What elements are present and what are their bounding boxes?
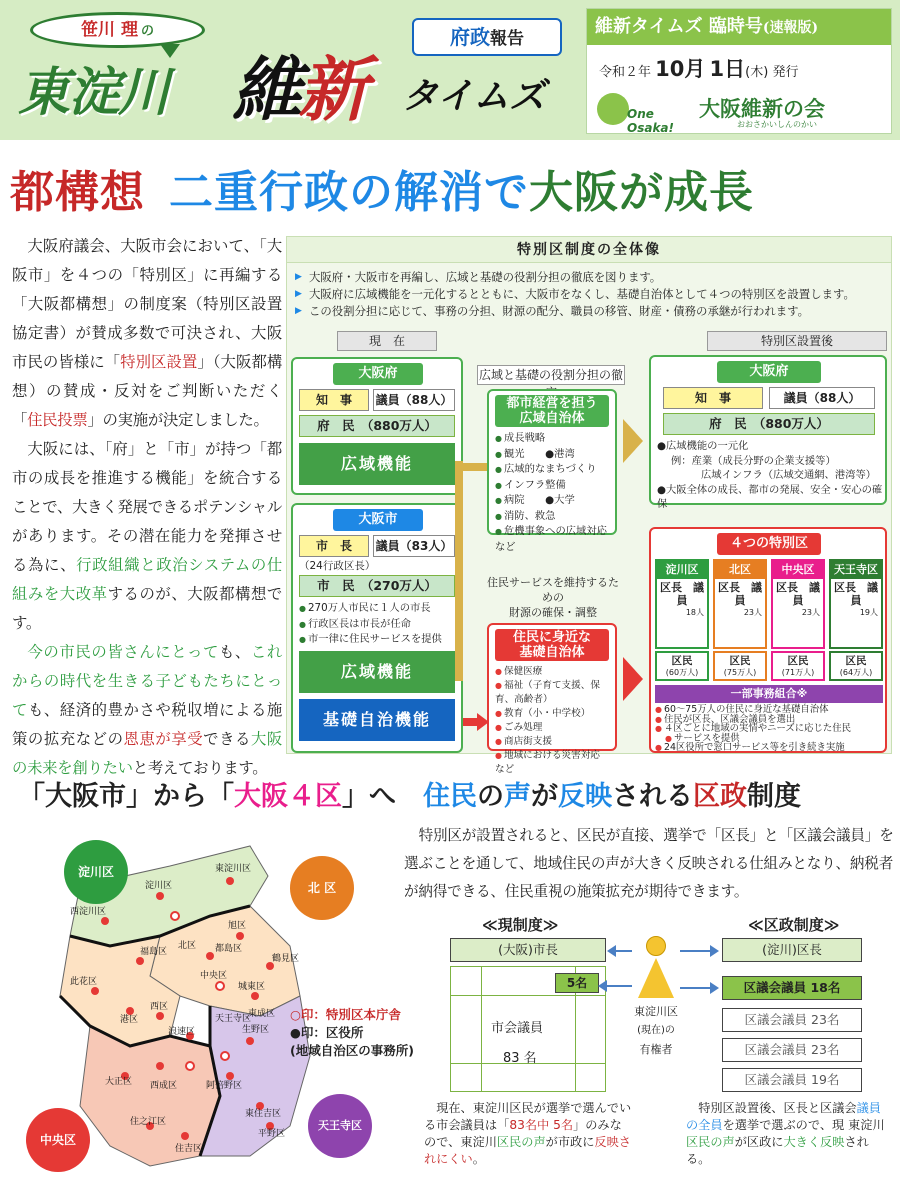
- ward-label: 生野区: [242, 1025, 270, 1035]
- ward-label: 西淀川区: [70, 907, 107, 917]
- heading-run: の: [477, 781, 504, 812]
- heading-run: される: [612, 781, 693, 812]
- tab-current: 現 在: [337, 331, 437, 351]
- ward-label: 西成区: [150, 1081, 178, 1091]
- text-run: と考えております。: [132, 759, 268, 777]
- council-label: 市会議員: [491, 1021, 544, 1036]
- ward-label: 都島区: [215, 944, 243, 954]
- ward-residents-chuo: [771, 651, 825, 681]
- city-head: 大阪市: [333, 509, 423, 531]
- ward-office-dot: [136, 957, 144, 965]
- intro-paragraph-2: [12, 435, 282, 638]
- one-osaka-logo: [597, 93, 695, 135]
- intro-text: [12, 232, 282, 783]
- voter-label-line: 有権者: [639, 1043, 673, 1056]
- author-name: 笹川 理: [81, 20, 138, 40]
- heading-run: 大阪４区: [234, 781, 342, 812]
- ward-residents-label: 区民: [845, 655, 867, 667]
- ward-office-dot: [126, 1007, 134, 1015]
- ward-label: 港区: [120, 1015, 139, 1025]
- wide-items: [495, 431, 618, 555]
- connector-head: [710, 982, 719, 994]
- ward-chuo: [771, 559, 825, 649]
- wide-item: ● 観光 ●港湾: [495, 447, 615, 463]
- issue-info: [586, 8, 892, 134]
- voter-body: [638, 958, 674, 998]
- after-council: 議員（88人）: [769, 387, 875, 409]
- current-system-title: ≪現制度≫: [482, 916, 559, 934]
- bubble-yodogawa: 淀川区: [64, 840, 128, 904]
- date-suffix: 発行: [772, 65, 799, 80]
- ward-council: 議員: [850, 581, 878, 607]
- wide-head-line: 広域自治体: [519, 411, 585, 426]
- ward-name: 淀川区: [657, 561, 707, 579]
- ward-council-num: 23人: [801, 608, 820, 617]
- text-run: が市政に: [545, 1135, 595, 1149]
- ward-population: (75万人): [723, 668, 757, 677]
- ward-population: (60万人): [665, 668, 699, 677]
- wide-item: ● 病院 ●大学: [495, 493, 615, 509]
- connector: [680, 950, 710, 952]
- pref-council: 議員（88人）: [373, 389, 455, 411]
- hq-ring: [171, 912, 179, 920]
- ward-tennoji: [829, 559, 883, 649]
- city-wards-note: （24行政区長）: [299, 560, 376, 572]
- highlight-green: 区民の声: [686, 1135, 735, 1149]
- text-run: 」のみなので、東淀川: [424, 1118, 622, 1149]
- ward-office-dot: [181, 1132, 189, 1140]
- local-item: ● 地域における災害対応 など: [495, 749, 615, 777]
- text-run: も、: [218, 643, 251, 661]
- issue-date: [599, 53, 798, 83]
- highlight-red: 住民投票: [27, 411, 88, 429]
- ward-residents-label: 区民: [671, 655, 693, 667]
- headline-part-1: 都構想: [10, 167, 145, 218]
- mid-label-line: 住民サービスを維持するための: [487, 576, 619, 604]
- grid-line: [451, 995, 605, 996]
- bubble-kita: 北 区: [290, 856, 354, 920]
- after-note: 広域インフラ（広域交通網、港湾等）: [701, 469, 877, 481]
- city-mayor: 市 長: [299, 535, 369, 557]
- region-logo: 東淀川: [18, 63, 169, 123]
- highlight-blue: 議員の全員: [686, 1101, 881, 1132]
- section2-heading: [18, 774, 894, 818]
- highlight-green: 大きく反映: [783, 1135, 845, 1149]
- local-head-line: 基礎自治体: [519, 645, 585, 660]
- ward-residents-tennoji: [829, 651, 883, 681]
- new-council-box-3: 区議会議員 23名: [722, 1038, 862, 1062]
- new-system-title: ≪区政制度≫: [748, 916, 840, 934]
- local-item: ● 商店街支援: [495, 735, 615, 749]
- text-run: 特別区設置後、区長と区議会: [698, 1101, 857, 1115]
- report-tag: [412, 18, 562, 56]
- highlight-green: 大阪の未来を創りたい: [12, 730, 282, 777]
- new-council-box-1: 区議会議員 18名: [722, 976, 862, 1000]
- voter-label-line: (現在)の: [637, 1025, 675, 1036]
- after-ward-item: ● 住民が区長、区議会議員を選出: [655, 715, 885, 725]
- council-count: 83 名: [503, 1051, 537, 1066]
- wide-head: [495, 395, 609, 427]
- city-local-function: 基礎自治機能: [299, 699, 455, 741]
- report-tag-main: 府政: [450, 25, 490, 49]
- ward-council: 議員: [792, 581, 820, 607]
- ward-label: 北区: [178, 941, 197, 951]
- text-run: できる: [203, 730, 251, 748]
- voter-label-line: 東淀川区: [634, 1005, 678, 1018]
- bubble-chuo: 中央区: [26, 1108, 90, 1172]
- wide-item: ● 危機事象への広域対応 など: [495, 524, 615, 555]
- heading-run: 声: [504, 781, 531, 812]
- ward-officials: [831, 579, 881, 607]
- arrow-connector: [455, 673, 463, 681]
- grid-line: [481, 967, 482, 1091]
- caption-new: [686, 1100, 886, 1168]
- wide-item: ● 消防、救急: [495, 509, 615, 525]
- text-run: が区政に: [734, 1135, 784, 1149]
- new-council-box-2: 区議会議員 23名: [722, 1008, 862, 1032]
- ward-label: 淀川区: [145, 881, 173, 891]
- center-middle-label: [483, 575, 623, 620]
- heading-run: 「大阪市」から「: [18, 781, 234, 812]
- pref-population: 府 民 （880万人）: [299, 415, 455, 437]
- highlight-red: 特別区設置: [120, 353, 198, 371]
- ward-office-dot: [91, 987, 99, 995]
- ward-population: (64万人): [839, 668, 873, 677]
- ward-office-dot: [246, 1037, 254, 1045]
- ward-council-num: 19人: [859, 608, 878, 617]
- voter-head: [646, 936, 666, 956]
- ward-label: 阿倍野区: [206, 1081, 243, 1091]
- council-grid: [450, 966, 606, 1092]
- after-ward-items: [655, 705, 885, 753]
- date-era: 令和２年: [599, 65, 652, 80]
- intro-paragraph-1: [12, 232, 282, 435]
- after-ward-item: ● 24区役所で窓口サービス等を引き続き実施: [655, 743, 885, 753]
- five-members-box: 5名: [555, 973, 599, 993]
- arrow-to-after-pref: [623, 419, 643, 463]
- text-run: 現在、東淀川区民が選挙で選んでいる市会議員は「: [424, 1101, 632, 1132]
- after-note: ●大阪全体の成長、都市の発展、安全・安心の確保: [657, 483, 883, 510]
- arrow-connector: [455, 461, 463, 681]
- diagram-title: 特別区制度の全体像: [287, 237, 891, 263]
- ward-label: 浪速区: [168, 1027, 196, 1037]
- ward-council-num: 23人: [743, 608, 762, 617]
- main-headline: [10, 156, 894, 216]
- ward-office-dot: [206, 952, 214, 960]
- ward-office-dot: [156, 1012, 164, 1020]
- ward-chief: 区長: [834, 581, 856, 594]
- highlight-red: 恩恵が享受: [123, 730, 204, 748]
- map-legend: [290, 1006, 414, 1060]
- text-run: を選挙で選ぶので、現 東淀川: [722, 1118, 885, 1132]
- diagram-bullet: ▶ 大阪府に広域機能を一元化するとともに、大阪市をなくし、基礎自治体として４つの特別区を設置します。: [295, 286, 887, 303]
- ward-residents-label: 区民: [729, 655, 751, 667]
- ward-label: 大正区: [105, 1077, 133, 1087]
- author-particle: の: [140, 24, 154, 39]
- author-bubble: [30, 12, 205, 48]
- date-dow: (木): [745, 65, 769, 80]
- panel-osaka-pref: [291, 357, 463, 495]
- ward-label: 東住吉区: [245, 1109, 282, 1119]
- local-item: ● 福祉（子育て支援、保育、高齢者）: [495, 679, 615, 707]
- city-note: ● 270万人市民に１人の市長: [299, 601, 442, 617]
- wide-item: ● 成長戦略: [495, 431, 615, 447]
- local-item: ● ごみ処理: [495, 721, 615, 735]
- pref-head: 大阪府: [333, 363, 423, 385]
- wide-head-line: 都市経営を担う: [506, 396, 598, 411]
- highlight-green: 区民の声: [496, 1135, 546, 1149]
- ward-office-dot: [156, 892, 164, 900]
- city-note: ● 行政区長は市長が任命: [299, 617, 442, 633]
- ward-chief: 区長: [776, 581, 798, 594]
- heading-run: 住民: [423, 781, 477, 812]
- text-run: するのが、大阪都構想です。: [12, 585, 282, 632]
- diagram-bullet: ▶ 大阪府・大阪市を再編し、広域と基礎の役割分担の徹底を図ります。: [295, 269, 887, 286]
- arrow-pref-to-wide: [463, 463, 487, 471]
- local-item: ● 教育（小・中学校）: [495, 707, 615, 721]
- after-note: 例：産業（成長分野の企業支援等）: [671, 454, 836, 467]
- new-chief-box: (淀川)区長: [722, 938, 862, 962]
- highlight-green: 行政組織と政治システムの仕組みを大改革: [12, 556, 282, 603]
- voter-label: [614, 1002, 698, 1059]
- pref-governor: 知 事: [299, 389, 369, 411]
- party-kana: おおさかいしんのかい: [737, 120, 817, 129]
- newsletter-header: [0, 0, 900, 140]
- ward-officials: [657, 579, 707, 607]
- ishin-logo: [232, 34, 364, 135]
- ward-council: 議員: [734, 581, 762, 607]
- wide-item: ● インフラ整備: [495, 478, 615, 494]
- current-mayor-box: (大阪)市長: [450, 938, 606, 962]
- text-run: も、経済的豊かさや税収増による施策の拡充などの: [12, 701, 283, 748]
- city-council: 議員（83人）: [373, 535, 455, 557]
- headline-part-2: 二重行政の解消で: [169, 167, 529, 218]
- hq-ring: [186, 1062, 194, 1070]
- ward-residents-kita: [713, 651, 767, 681]
- wide-item: ● 広域的なまちづくり: [495, 462, 615, 478]
- city-population: 市 民 （270万人）: [299, 575, 455, 597]
- ward-council: 議員: [676, 581, 704, 607]
- ward-office-dot: [226, 877, 234, 885]
- ward-label: 城東区: [238, 982, 266, 992]
- ward-officials: [715, 579, 765, 607]
- center-title: 広域と基礎の役割分担の徹: [477, 365, 625, 385]
- ward-label: 平野区: [258, 1129, 286, 1139]
- extra-edition-bar: [587, 9, 891, 45]
- ward-kita: [713, 559, 767, 649]
- ward-name: 天王寺区: [831, 561, 881, 579]
- highlight-green: これからの時代を生きる子どもたちにとって: [12, 643, 283, 719]
- hq-ring: [216, 982, 224, 990]
- ward-council-num: 18人: [685, 608, 704, 617]
- heading-run: 」へ: [342, 781, 396, 812]
- hq-ring: [221, 1052, 229, 1060]
- text-run: 大阪府議会、大阪市会において、「大阪市」を４つの「特別区」に再編する「大阪都構想」の制度案（特別区設置協定書）が賛成多数で可決され、大阪市民の皆様に「: [12, 237, 282, 371]
- intro-paragraph-3: [12, 638, 282, 783]
- panel-osaka-city: [291, 503, 463, 753]
- ward-yodogawa: [655, 559, 709, 649]
- text-run: 」の実施が決定しました。: [87, 411, 269, 429]
- local-head-line: 住民に身近な: [512, 630, 591, 645]
- after-governor: 知 事: [663, 387, 763, 409]
- legend-office-note: (地域自治区の事務所): [290, 1043, 414, 1058]
- panel-local-govt: [487, 623, 617, 775]
- ward-name: 北区: [715, 561, 765, 579]
- bubble-tennoji: 天王寺区: [308, 1094, 372, 1158]
- ward-label: 東淀川区: [215, 864, 252, 874]
- pref-wide-function: 広域機能: [299, 443, 455, 485]
- panel-four-wards: [649, 527, 887, 753]
- connector-head: [710, 945, 719, 957]
- ward-office-dot: [226, 1072, 234, 1080]
- after-population: 府 民 （880万人）: [663, 413, 875, 435]
- ward-chief: 区長: [718, 581, 740, 594]
- ward-office-dot: [251, 992, 259, 1000]
- heading-run: 制度: [747, 781, 801, 812]
- ward-residents-label: 区民: [787, 655, 809, 667]
- city-wide-function: 広域機能: [299, 651, 455, 693]
- ward-residents-yodogawa: [655, 651, 709, 681]
- headline-part-3: 大阪が成長: [529, 167, 754, 218]
- date-month: 10月: [655, 57, 706, 81]
- connector-head: [607, 945, 616, 957]
- legend-hq: ○印：特別区本庁舎: [290, 1007, 401, 1022]
- panel-wide-govt: [487, 389, 618, 553]
- after-ward-item: ● ４区ごとに地域の実情やニーズに応じた住民: [655, 724, 885, 734]
- times-logo: タイムズ: [402, 76, 546, 117]
- heading-run: 区政: [693, 781, 747, 812]
- diagram-bullets: [295, 269, 887, 320]
- ward-officials: [773, 579, 823, 607]
- voter-icon: [636, 936, 676, 1000]
- text-run: 。: [472, 1152, 485, 1166]
- four-wards-head: ４つの特別区: [717, 533, 821, 555]
- ward-label: 福島区: [140, 947, 168, 957]
- caption-current: [424, 1100, 632, 1168]
- ward-label: 天王寺区: [215, 1014, 252, 1024]
- special-ward-diagram: [286, 236, 892, 775]
- local-item: ● 保健医療: [495, 665, 615, 679]
- after-pref-head: 大阪府: [717, 361, 821, 383]
- ward-label: 旭区: [228, 921, 247, 931]
- one-osaka-icon: [597, 93, 629, 125]
- heading-run: が: [531, 781, 558, 812]
- ward-label: 此花区: [70, 977, 98, 987]
- masthead: [10, 6, 580, 134]
- connector: [606, 985, 632, 987]
- text-run: される。: [686, 1135, 869, 1166]
- after-note: ●広域機能の一元化: [657, 440, 749, 452]
- city-note: ● 市一律に住民サービスを提供: [299, 632, 442, 648]
- ward-label: 住吉区: [175, 1144, 203, 1154]
- one-osaka-text: One Osaka!: [627, 107, 674, 135]
- connector: [680, 987, 710, 989]
- ward-population: (71万人): [781, 668, 815, 677]
- highlight-red: 83名中 5名: [509, 1118, 574, 1132]
- after-ward-item: ● 60～75万人の住民に身近な基礎自治体: [655, 705, 885, 715]
- diagram-bullet: ▶ この役割分担に応じて、事務の分担、財源の配分、職員の移管、財産・債務の承継が行われます。: [295, 303, 887, 320]
- extra-subtitle: (速報版): [762, 20, 819, 36]
- after-notes: [657, 439, 887, 512]
- logo-char-1: 維: [232, 49, 298, 131]
- highlight-red: 反映されにくい: [424, 1135, 631, 1166]
- extra-title: 維新タイムズ 臨時号: [595, 16, 763, 37]
- city-notes: [299, 601, 442, 648]
- section2-text: 特別区が設置されると、区民が直接、選挙で「区長」と「区議会議員」を選ぶことを通して、地域住民の声が大きく反映される仕組みとなり、納税者が納得できる、住民重視の施策拡充が期待できます。: [404, 827, 894, 900]
- highlight-green: 今の市民の皆さんにとって: [27, 643, 219, 661]
- heading-run: 反映: [558, 781, 612, 812]
- ward-label: 住之江区: [130, 1117, 167, 1127]
- text-run: 」（大阪都構想）の賛成・反対をご判断いただく「: [12, 353, 282, 429]
- ward-office-dot: [156, 1062, 164, 1070]
- mid-label-line: 財源の確保・調整: [509, 606, 597, 619]
- local-items: [495, 665, 615, 777]
- after-ward-item-cont: ● サービスを提供: [655, 734, 885, 744]
- ward-label: 鶴見区: [272, 954, 300, 964]
- connector-head: [598, 980, 607, 992]
- date-day: 1日: [709, 57, 746, 81]
- new-council-box-4: 区議会議員 19名: [722, 1068, 862, 1092]
- local-head: [495, 629, 609, 661]
- ward-label: 中央区: [200, 971, 228, 981]
- ward-chief: 区長: [660, 581, 682, 594]
- ward-name: 中央区: [773, 561, 823, 579]
- ward-label: 東成区: [248, 1009, 276, 1019]
- ward-office-dot: [101, 917, 109, 925]
- tab-after: 特別区設置後: [707, 331, 887, 351]
- connector: [616, 950, 632, 952]
- ward-label: 西区: [150, 1002, 169, 1012]
- logo-char-2: 新: [298, 49, 364, 131]
- report-tag-sub: 報告: [490, 29, 524, 49]
- ward-office-dot: [236, 932, 244, 940]
- panel-after-pref: [649, 355, 887, 510]
- text-run: 大阪には、「府」と「市」が持つ「都市の成長を推進する機能」を統合することで、大きく発展できるポテンシャルがあります。その潜在能力を発揮させる為に、: [12, 440, 282, 574]
- arrow-to-after-wards: [623, 657, 643, 701]
- joint-office: 一部事務組合※: [655, 685, 883, 703]
- party-name: 大阪維新の会: [699, 96, 825, 121]
- legend-office: ●印：区役所: [290, 1025, 364, 1040]
